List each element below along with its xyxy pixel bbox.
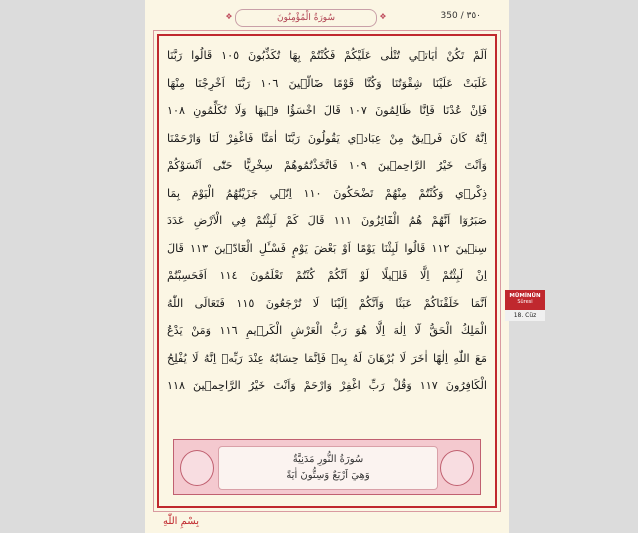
mushaf-page: [145, 0, 509, 533]
verse-line: اَنَّمَا خَلَقْنَاكُمْ عَبَثًا وَاَنَّكُمْ اِلَيْنَا لَا تُرْجَعُونَ ١١٥ فَتَعَالَى اللّٰهُ: [167, 296, 487, 310]
verse-line: غَلَبَتْ عَلَيْنَا شِقْوَتُنَا وَكُنَّا قَوْمًا ضَٓالّٖينَ ١٠٦ رَبَّنَٓا اَخْرِجْنَا مِنْهَا: [167, 76, 487, 90]
verse-line: اِنَّهُ كَانَ فَرٖيقٌ مِنْ عِبَادٖي يَقُولُونَ رَبَّنَٓا اٰمَنَّا فَاغْفِرْ لَنَا وَارْحَمْنَا: [167, 131, 487, 145]
knot-ornament-icon: ❖: [225, 12, 233, 21]
verse-line: اَلَمْ تَكُنْ اٰيَاتٖي تُتْلٰى عَلَيْكُمْ فَكُنْتُمْ بِهَا تُكَذِّبُونَ ١٠٥ قَالُوا رَبَّنَا: [167, 49, 487, 62]
verse-line: اِنْ لَبِثْتُمْ اِلَّا قَلٖيلًا لَوْ اَنَّكُمْ كُنْتُمْ تَعْلَمُونَ ١١٤ اَفَحَسِبْتُمْ: [167, 269, 487, 282]
side-tab-juz: 18. Cüz: [505, 310, 545, 321]
sura-header-title: سُورَةُ الْمُؤْمِنُونَ: [276, 13, 335, 23]
rosette-ornament-icon: [180, 450, 214, 486]
verse-line: الْكَافِرُونَ ١١٧ وَقُلْ رَبِّ اغْفِرْ وَارْحَمْ وَاَنْتَ خَيْرُ الرَّاحِمٖينَ ١١٨: [167, 379, 487, 392]
side-tab-sura-name: MÜMİNÛN: [509, 293, 541, 299]
next-sura-title: سُورَةُ النُّورِ مَدَنِيَّةٌ: [292, 454, 364, 465]
verse-line: فَاِنْ عُدْنَا فَاِنَّا ظَالِمُونَ ١٠٧ قَالَ اخْسَؤُا فٖيهَا وَلَا تُكَلِّمُونِ ١٠٨: [167, 104, 487, 117]
rosette-ornament-icon: [440, 450, 474, 486]
sura-side-tab[interactable]: [505, 290, 545, 322]
verse-line: صَبَرُوٓا اَنَّهُمْ هُمُ الْفَٓائِزُونَ ١١١ قَالَ كَمْ لَبِثْتُمْ فِي الْاَرْضِ عَدَدَ: [167, 214, 487, 227]
verse-lines: [167, 42, 487, 400]
verse-line: سِنٖينَ ١١٢ قَالُوا لَبِثْنَا يَوْمًا اَوْ بَعْضَ يَوْمٍ فَسْـَٔلِ الْعَٓادّٖينَ ١١٣ قَالَ: [167, 241, 487, 255]
side-tab-sura-word: Sûresi: [517, 299, 533, 305]
cartouche-text-box: [218, 446, 438, 490]
verse-line: ذِكْرٖي وَكُنْتُمْ مِنْهُمْ تَضْحَكُونَ ١١٠ اِنّٖي جَزَيْتُهُمُ الْيَوْمَ بِمَا: [167, 186, 487, 200]
side-tab-sura: [505, 290, 545, 310]
page-number: 350 / ٣٥٠: [440, 11, 481, 21]
verse-line: الْمَلِكُ الْحَقُّ لَٓا اِلٰهَ اِلَّا هُوَ رَبُّ الْعَرْشِ الْكَرٖيمِ ١١٦ وَمَنْ يَدْعُ: [167, 324, 487, 337]
verse-line: مَعَ اللّٰهِ اِلٰهًا اٰخَرَ لَا بُرْهَانَ لَهُ بِهٖ فَاِنَّمَا حِسَابُهُ عِنْدَ رَبِّهٖ اِنَّهُ لَا يُفْلِحُ: [167, 351, 487, 365]
text-frame: [157, 34, 497, 508]
verse-line: وَاَنْتَ خَيْرُ الرَّاحِمٖينَ ١٠٩ فَاتَّخَذْتُمُوهُمْ سِخْرِيًّا حَتّٰٓى اَنْسَوْكُمْ: [167, 159, 487, 172]
catchword-basmala: بِسْمِ اللّٰهِ: [162, 516, 199, 527]
knot-ornament-icon: ❖: [379, 12, 387, 21]
next-sura-info: وَهِيَ اَرْبَعٌ وَسِتُّونَ اٰيَةً: [286, 470, 370, 481]
sura-header-ornament: [225, 9, 387, 27]
sura-cartouche: [173, 439, 481, 495]
